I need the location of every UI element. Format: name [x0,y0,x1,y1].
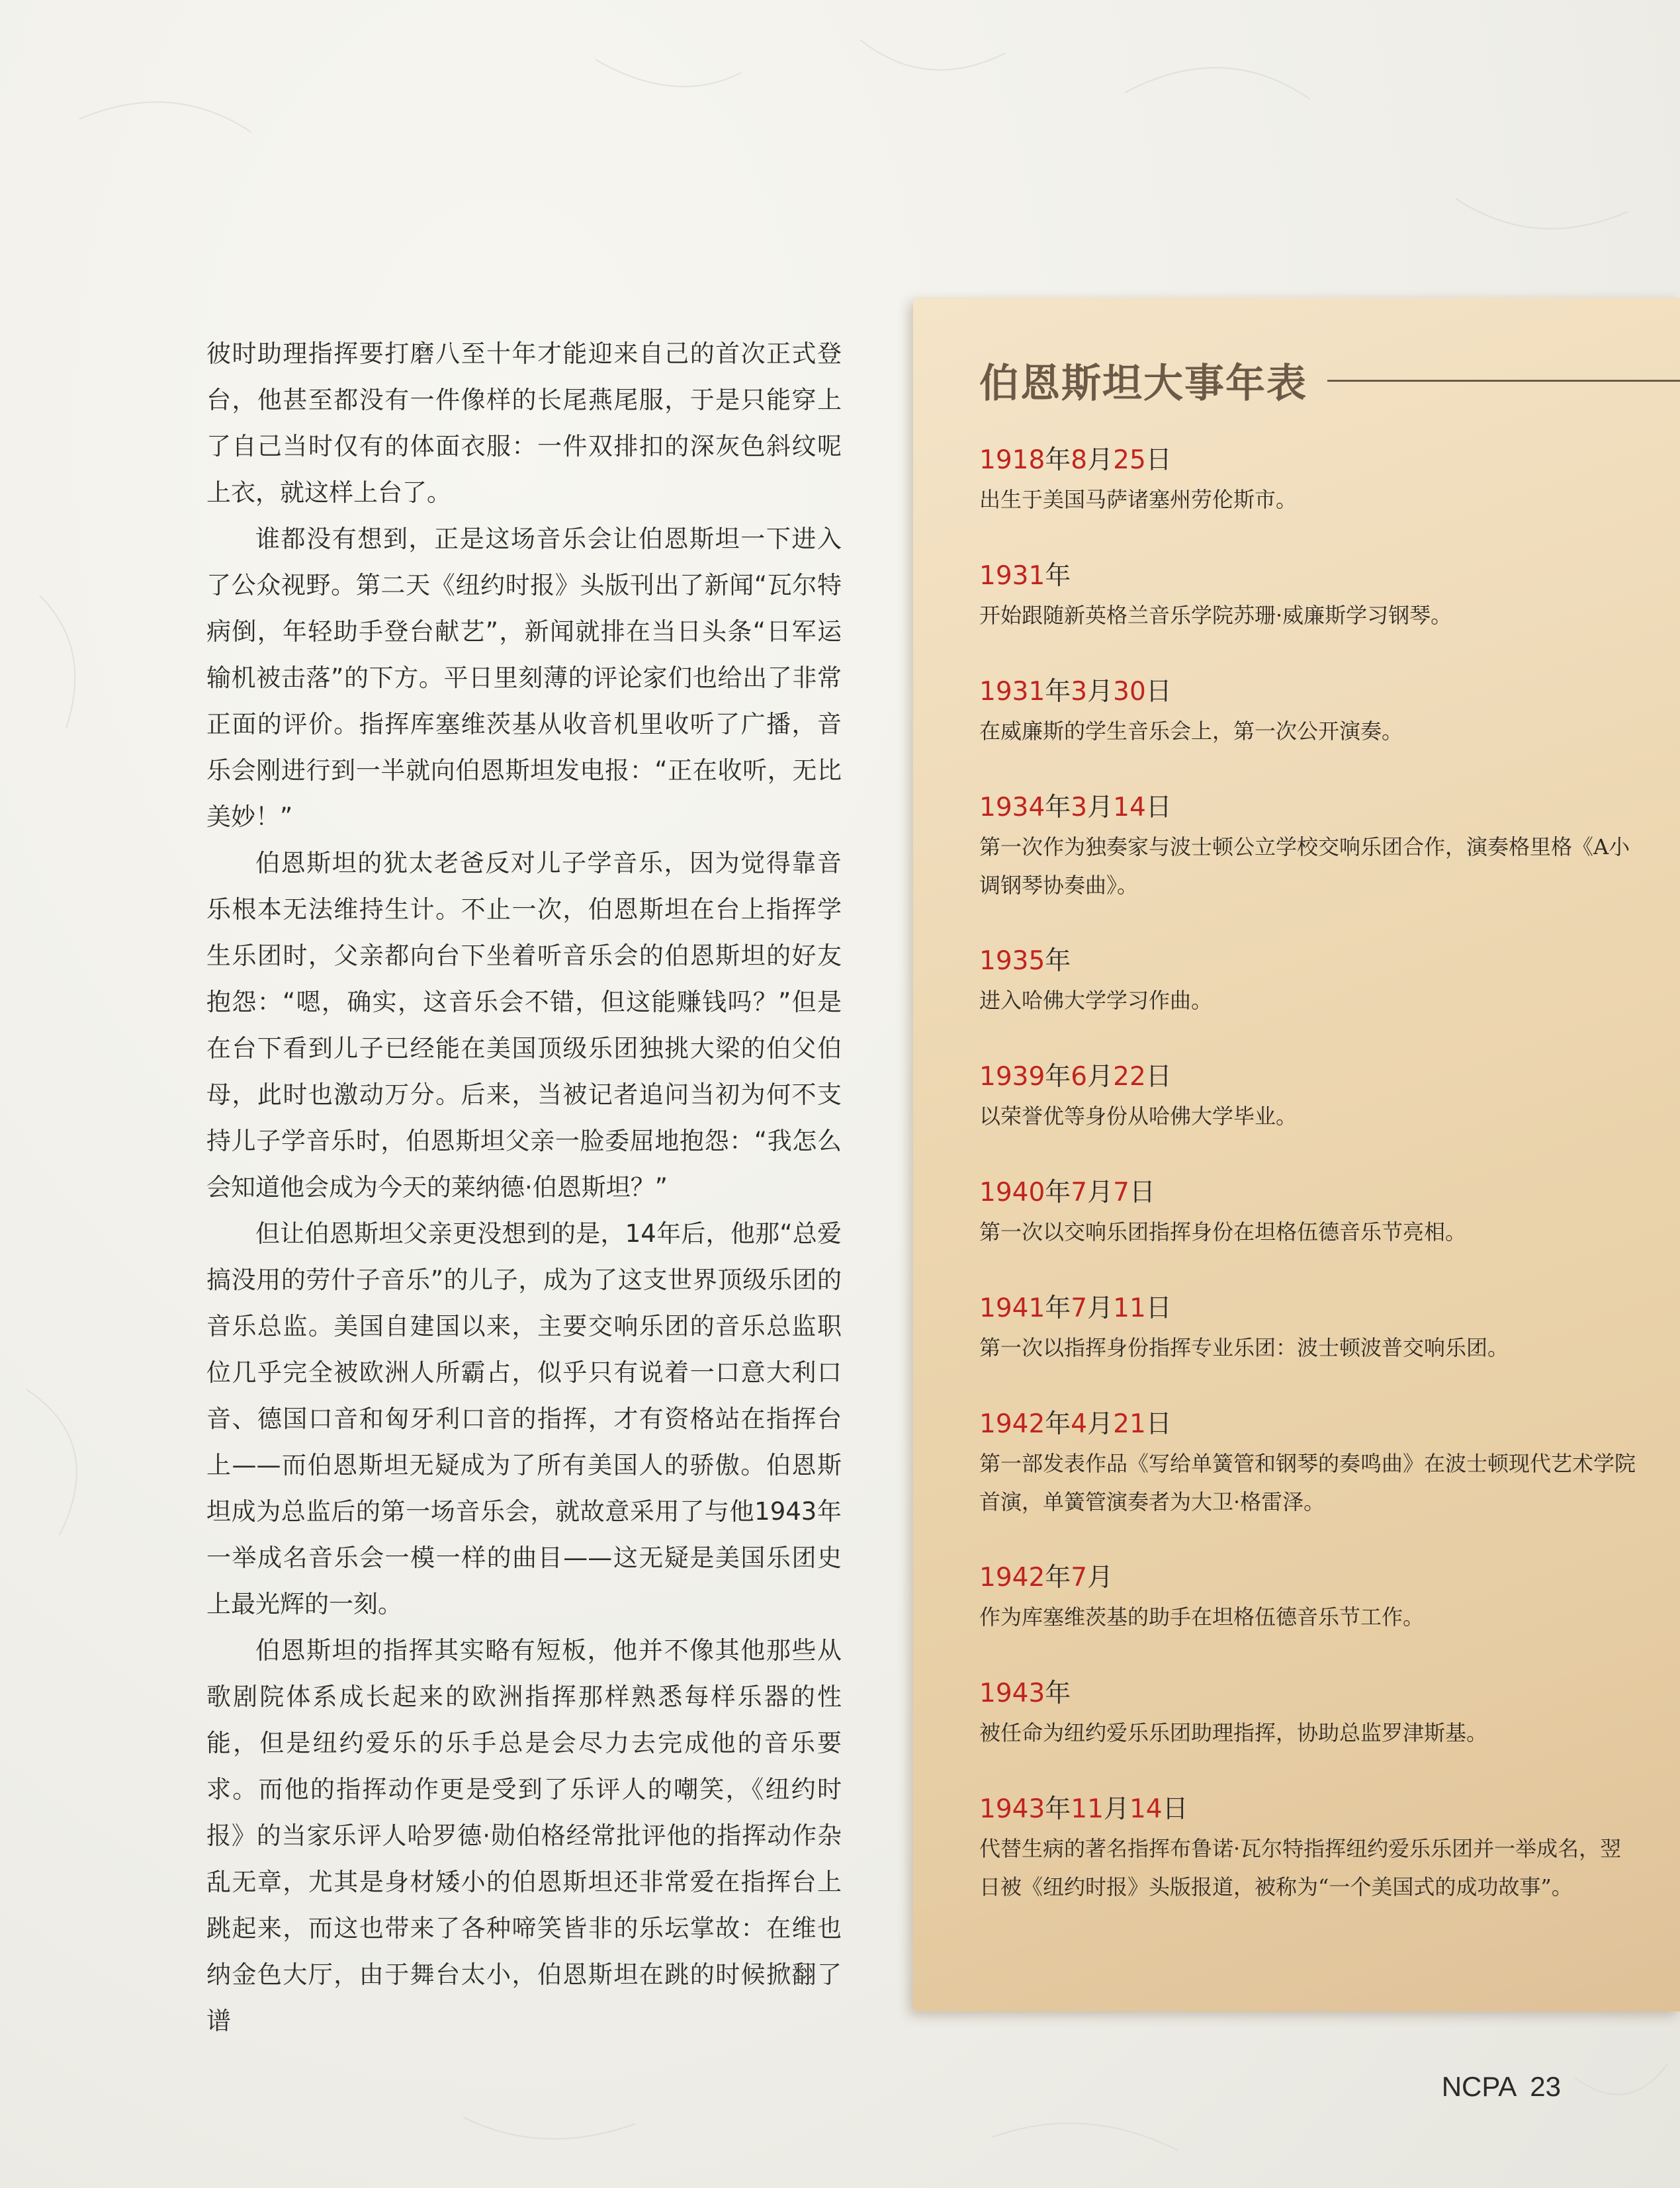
event-month: 6 [1071,1062,1088,1092]
event-date [979,1561,1641,1595]
timeline-event [979,1407,1641,1521]
timeline-event [979,944,1641,1020]
event-year: 1931 [979,561,1045,591]
timeline-event [979,791,1641,904]
year-unit: 年 [1045,561,1071,591]
article-paragraph: 谁都没有想到，正是这场音乐会让伯恩斯坦一下进入了公众视野。第二天《纽约时报》头版刊出了新闻“瓦尔特病倒，年轻助手登台献艺”，新闻就排在当日头条“日军运输机被击落”的下方。平日里刻薄的评论家们也给出了非常正面的评价。指挥库塞维茨基从收音机里收听了广播，音乐会刚进行到一半就向伯恩斯坦发电报：“正在收听，无比美妙！” [206,525,842,831]
article-paragraph: 彼时助理指挥要打磨八至十年才能迎来自己的首次正式登台，他甚至都没有一件像样的长尾燕尾服，于是只能穿上了自己当时仅有的体面衣服：一件双排扣的深灰色斜纹呢上衣，就这样上台了。 [206,339,842,507]
event-description: 第一次作为独奏家与波士顿公立学校交响乐团合作，演奏格里格《A小调钢琴协奏曲》。 [979,834,1630,898]
timeline-event [979,1060,1641,1135]
title-divider [1327,380,1680,382]
year-unit: 年 [1045,1062,1071,1092]
event-day: 14 [1113,793,1146,822]
event-month: 7 [1071,1293,1088,1323]
timeline-title: 伯恩斯坦大事年表 [979,361,1307,407]
event-description: 第一次以交响乐团指挥身份在坦格伍德音乐节亮相。 [979,1219,1467,1245]
event-date [979,1291,1641,1326]
article-body [206,331,842,2044]
event-month: 3 [1071,793,1088,822]
event-day: 7 [1113,1178,1129,1207]
month-unit: 月 [1087,1563,1114,1593]
event-date [979,1677,1641,1711]
day-unit: 日 [1145,1293,1172,1323]
event-date [979,1407,1641,1442]
event-year: 1942 [979,1563,1045,1593]
event-year: 1934 [979,793,1045,822]
event-day: 14 [1129,1794,1163,1824]
timeline-event [979,443,1641,519]
month-unit: 月 [1087,1293,1114,1323]
magazine-name: NCPA [1441,2071,1517,2102]
event-month: 7 [1071,1178,1088,1207]
year-unit: 年 [1045,445,1071,475]
month-unit: 月 [1087,793,1114,822]
event-date [979,791,1641,825]
timeline-event [979,1677,1641,1752]
event-year: 1939 [979,1062,1045,1092]
event-description: 代替生病的著名指挥布鲁诺·瓦尔特指挥纽约爱乐乐团并一举成名，翌日被《纽约时报》头版报道，被称为“一个美国式的成功故事”。 [979,1836,1622,1900]
month-unit: 月 [1087,1178,1114,1207]
timeline-event [979,1561,1641,1636]
event-year: 1943 [979,1794,1045,1824]
event-description: 第一部发表作品《写给单簧管和钢琴的奏鸣曲》在波士顿现代艺术学院首演，单簧管演奏者为大卫·格雷泽。 [979,1451,1636,1514]
year-unit: 年 [1045,1794,1071,1824]
event-year: 1941 [979,1293,1045,1323]
event-description: 以荣誉优等身份从哈佛大学毕业。 [979,1104,1298,1129]
event-month: 4 [1071,1409,1088,1439]
event-date [979,443,1641,478]
day-unit: 日 [1129,1178,1155,1207]
event-description: 作为库塞维茨基的助手在坦格伍德音乐节工作。 [979,1604,1425,1630]
year-unit: 年 [1045,1178,1071,1207]
event-month: 7 [1071,1563,1088,1593]
event-month: 11 [1071,1794,1104,1824]
event-date [979,1792,1641,1827]
event-day: 25 [1113,445,1146,475]
year-unit: 年 [1045,793,1071,822]
article-paragraph: 伯恩斯坦的犹太老爸反对儿子学音乐，因为觉得靠音乐根本无法维持生计。不止一次，伯恩斯坦在台上指挥学生乐团时，父亲都向台下坐着听音乐会的伯恩斯坦的好友抱怨：“嗯，确实，这音乐会不错，但这能赚钱吗？”但是在台下看到儿子已经能在美国顶级乐团独挑大梁的伯父伯母，此时也激动万分。后来，当被记者追问当初为何不支持儿子学音乐时，伯恩斯坦父亲一脸委屈地抱怨：“我怎么会知道他会成为今天的莱纳德·伯恩斯坦？” [206,849,842,1202]
event-day: 21 [1113,1409,1146,1439]
event-date [979,559,1641,593]
event-day: 30 [1113,677,1146,707]
article-paragraph: 但让伯恩斯坦父亲更没想到的是，14年后，他那“总爱搞没用的劳什子音乐”的儿子，成为了这支世界顶级乐团的音乐总监。美国自建国以来，主要交响乐团的音乐总监职位几乎完全被欧洲人所霸占，似乎只有说着一口意大利口音、德国口音和匈牙利口音的指挥，才有资格站在指挥台上——而伯恩斯坦无疑成为了所有美国人的骄傲。伯恩斯坦成为总监后的第一场音乐会，就故意采用了与他1943年一举成名音乐会一模一样的曲目——这无疑是美国乐团史上最光辉的一刻。 [206,1219,842,1618]
event-description: 开始跟随新英格兰音乐学院苏珊·威廉斯学习钢琴。 [979,603,1452,628]
year-unit: 年 [1045,1563,1071,1593]
event-month: 8 [1071,445,1088,475]
day-unit: 日 [1145,793,1172,822]
month-unit: 月 [1087,445,1114,475]
timeline-event [979,559,1641,635]
event-year: 1940 [979,1178,1045,1207]
article-paragraph: 伯恩斯坦的指挥其实略有短板，他并不像其他那些从歌剧院体系成长起来的欧洲指挥那样熟悉每样乐器的性能，但是纽约爱乐的乐手总是会尽力去完成他的音乐要求。而他的指挥动作更是受到了乐评人的嘲笑，《纽约时报》的当家乐评人哈罗德·勋伯格经常批评他的指挥动作杂乱无章，尤其是身材矮小的伯恩斯坦还非常爱在指挥台上跳起来，而这也带来了各种啼笑皆非的乐坛掌故：在维也纳金色大厅，由于舞台太小，伯恩斯坦在跳的时候掀翻了谱 [206,1636,842,2035]
event-year: 1943 [979,1679,1045,1708]
timeline-event [979,1291,1641,1367]
event-date [979,944,1641,979]
month-unit: 月 [1087,677,1114,707]
year-unit: 年 [1045,1409,1071,1439]
day-unit: 日 [1145,677,1172,707]
year-unit: 年 [1045,946,1071,976]
event-year: 1942 [979,1409,1045,1439]
event-month: 3 [1071,677,1088,707]
timeline-event [979,1792,1641,1906]
day-unit: 日 [1145,1409,1172,1439]
day-unit: 日 [1145,445,1172,475]
year-unit: 年 [1045,677,1071,707]
timeline-event [979,675,1641,750]
event-date [979,675,1641,709]
year-unit: 年 [1045,1679,1071,1708]
event-day: 22 [1113,1062,1146,1092]
timeline-header [979,351,1680,410]
event-year: 1931 [979,677,1045,707]
page-number: 23 [1530,2071,1561,2102]
day-unit: 日 [1145,1062,1172,1092]
event-date [979,1176,1641,1210]
timeline-event [979,1176,1641,1251]
event-year: 1918 [979,445,1045,475]
event-description: 出生于美国马萨诸塞州劳伦斯市。 [979,487,1298,512]
day-unit: 日 [1162,1794,1188,1824]
month-unit: 月 [1103,1794,1129,1824]
event-date [979,1060,1641,1094]
event-year: 1935 [979,946,1045,976]
year-unit: 年 [1045,1293,1071,1323]
event-description: 进入哈佛大学学习作曲。 [979,988,1213,1013]
page-footer [1442,2071,1561,2103]
timeline-panel [913,298,1680,2011]
month-unit: 月 [1087,1409,1114,1439]
event-description: 被任命为纽约爱乐乐团助理指挥，协助总监罗津斯基。 [979,1720,1488,1745]
event-description: 在威廉斯的学生音乐会上，第一次公开演奏。 [979,719,1403,744]
event-day: 11 [1113,1293,1146,1323]
month-unit: 月 [1087,1062,1114,1092]
event-description: 第一次以指挥身份指挥专业乐团：波士顿波普交响乐团。 [979,1335,1509,1360]
